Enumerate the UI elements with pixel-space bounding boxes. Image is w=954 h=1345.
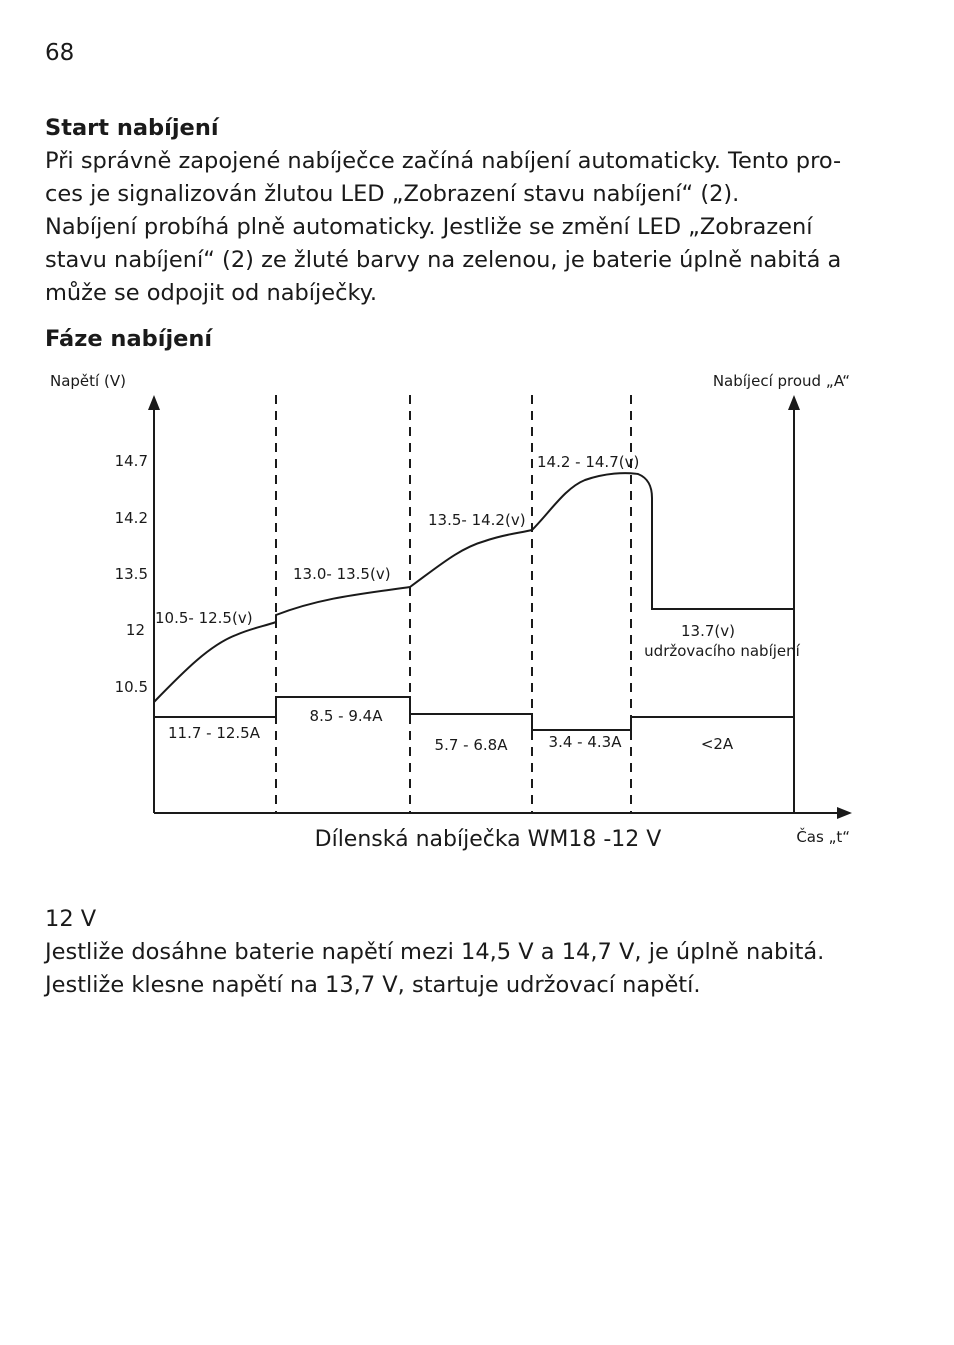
section-charging-phases [45,323,865,356]
right-axis-arrow [788,395,800,410]
voltage-phase-label: 13.5- 14.2(v) [428,511,526,529]
y-tick-label: 13.5 [114,565,148,583]
left-axis-label: Napětí (V) [50,372,126,390]
y-tick-label: 14.7 [114,452,148,470]
voltage-phase-label: 14.2 - 14.7(v) [537,453,640,471]
section-paragraph: Při správně zapojené nabíječce začíná nabíjení automaticky. Tento pro- ces je signalizován žlutou LED „Zobrazení stavu nabíjení“ (2). Nabíjení probíhá plně automaticky. Jestliže se změní LED „Zobrazení stavu nabíjení“ (2) ze žluté barvy na zelenou, je baterie úplně nabitá a může se odpojit od nabíječky. [45,148,842,306]
section-subheading: 12 V [45,906,97,932]
voltage-curve [154,473,794,702]
section-12v [45,903,865,1002]
y-tick-label: 14.2 [114,509,148,527]
current-phase-label: <2A [700,735,734,753]
float-voltage-label: 13.7(v) [681,622,735,640]
section-paragraph: Jestliže dosáhne baterie napětí mezi 14,5 V a 14,7 V, je úplně nabitá. Jestliže klesne napětí na 13,7 V, startuje udržovací napětí. [45,939,825,998]
current-phase-label: 3.4 - 4.3A [548,733,622,751]
time-axis-label: Čas „t“ [796,828,850,846]
voltage-phase-label: 10.5- 12.5(v) [155,609,253,627]
section-start-charging [45,112,865,310]
voltage-phase-label: 13.0- 13.5(v) [293,565,391,583]
y-tick-label: 10.5 [114,678,148,696]
diagram-caption: Dílenská nabíječka WM18 -12 V [314,827,662,852]
current-phase-label: 8.5 - 9.4A [309,707,383,725]
section-heading: Start nabíjení [45,115,219,141]
float-phase-label: udržovacího nabíjení [644,642,800,660]
current-phase-label: 11.7 - 12.5A [167,724,261,742]
current-phase-label: 5.7 - 6.8A [434,736,508,754]
section-heading: Fáze nabíjení [45,326,213,352]
charging-phases-diagram [0,360,954,880]
y-tick-label: 12 [125,621,145,639]
page-number: 68 [45,40,75,66]
right-axis-label: Nabíjecí proud „A“ [712,372,850,390]
left-axis-arrow [148,395,160,410]
time-axis-arrow [837,807,852,819]
